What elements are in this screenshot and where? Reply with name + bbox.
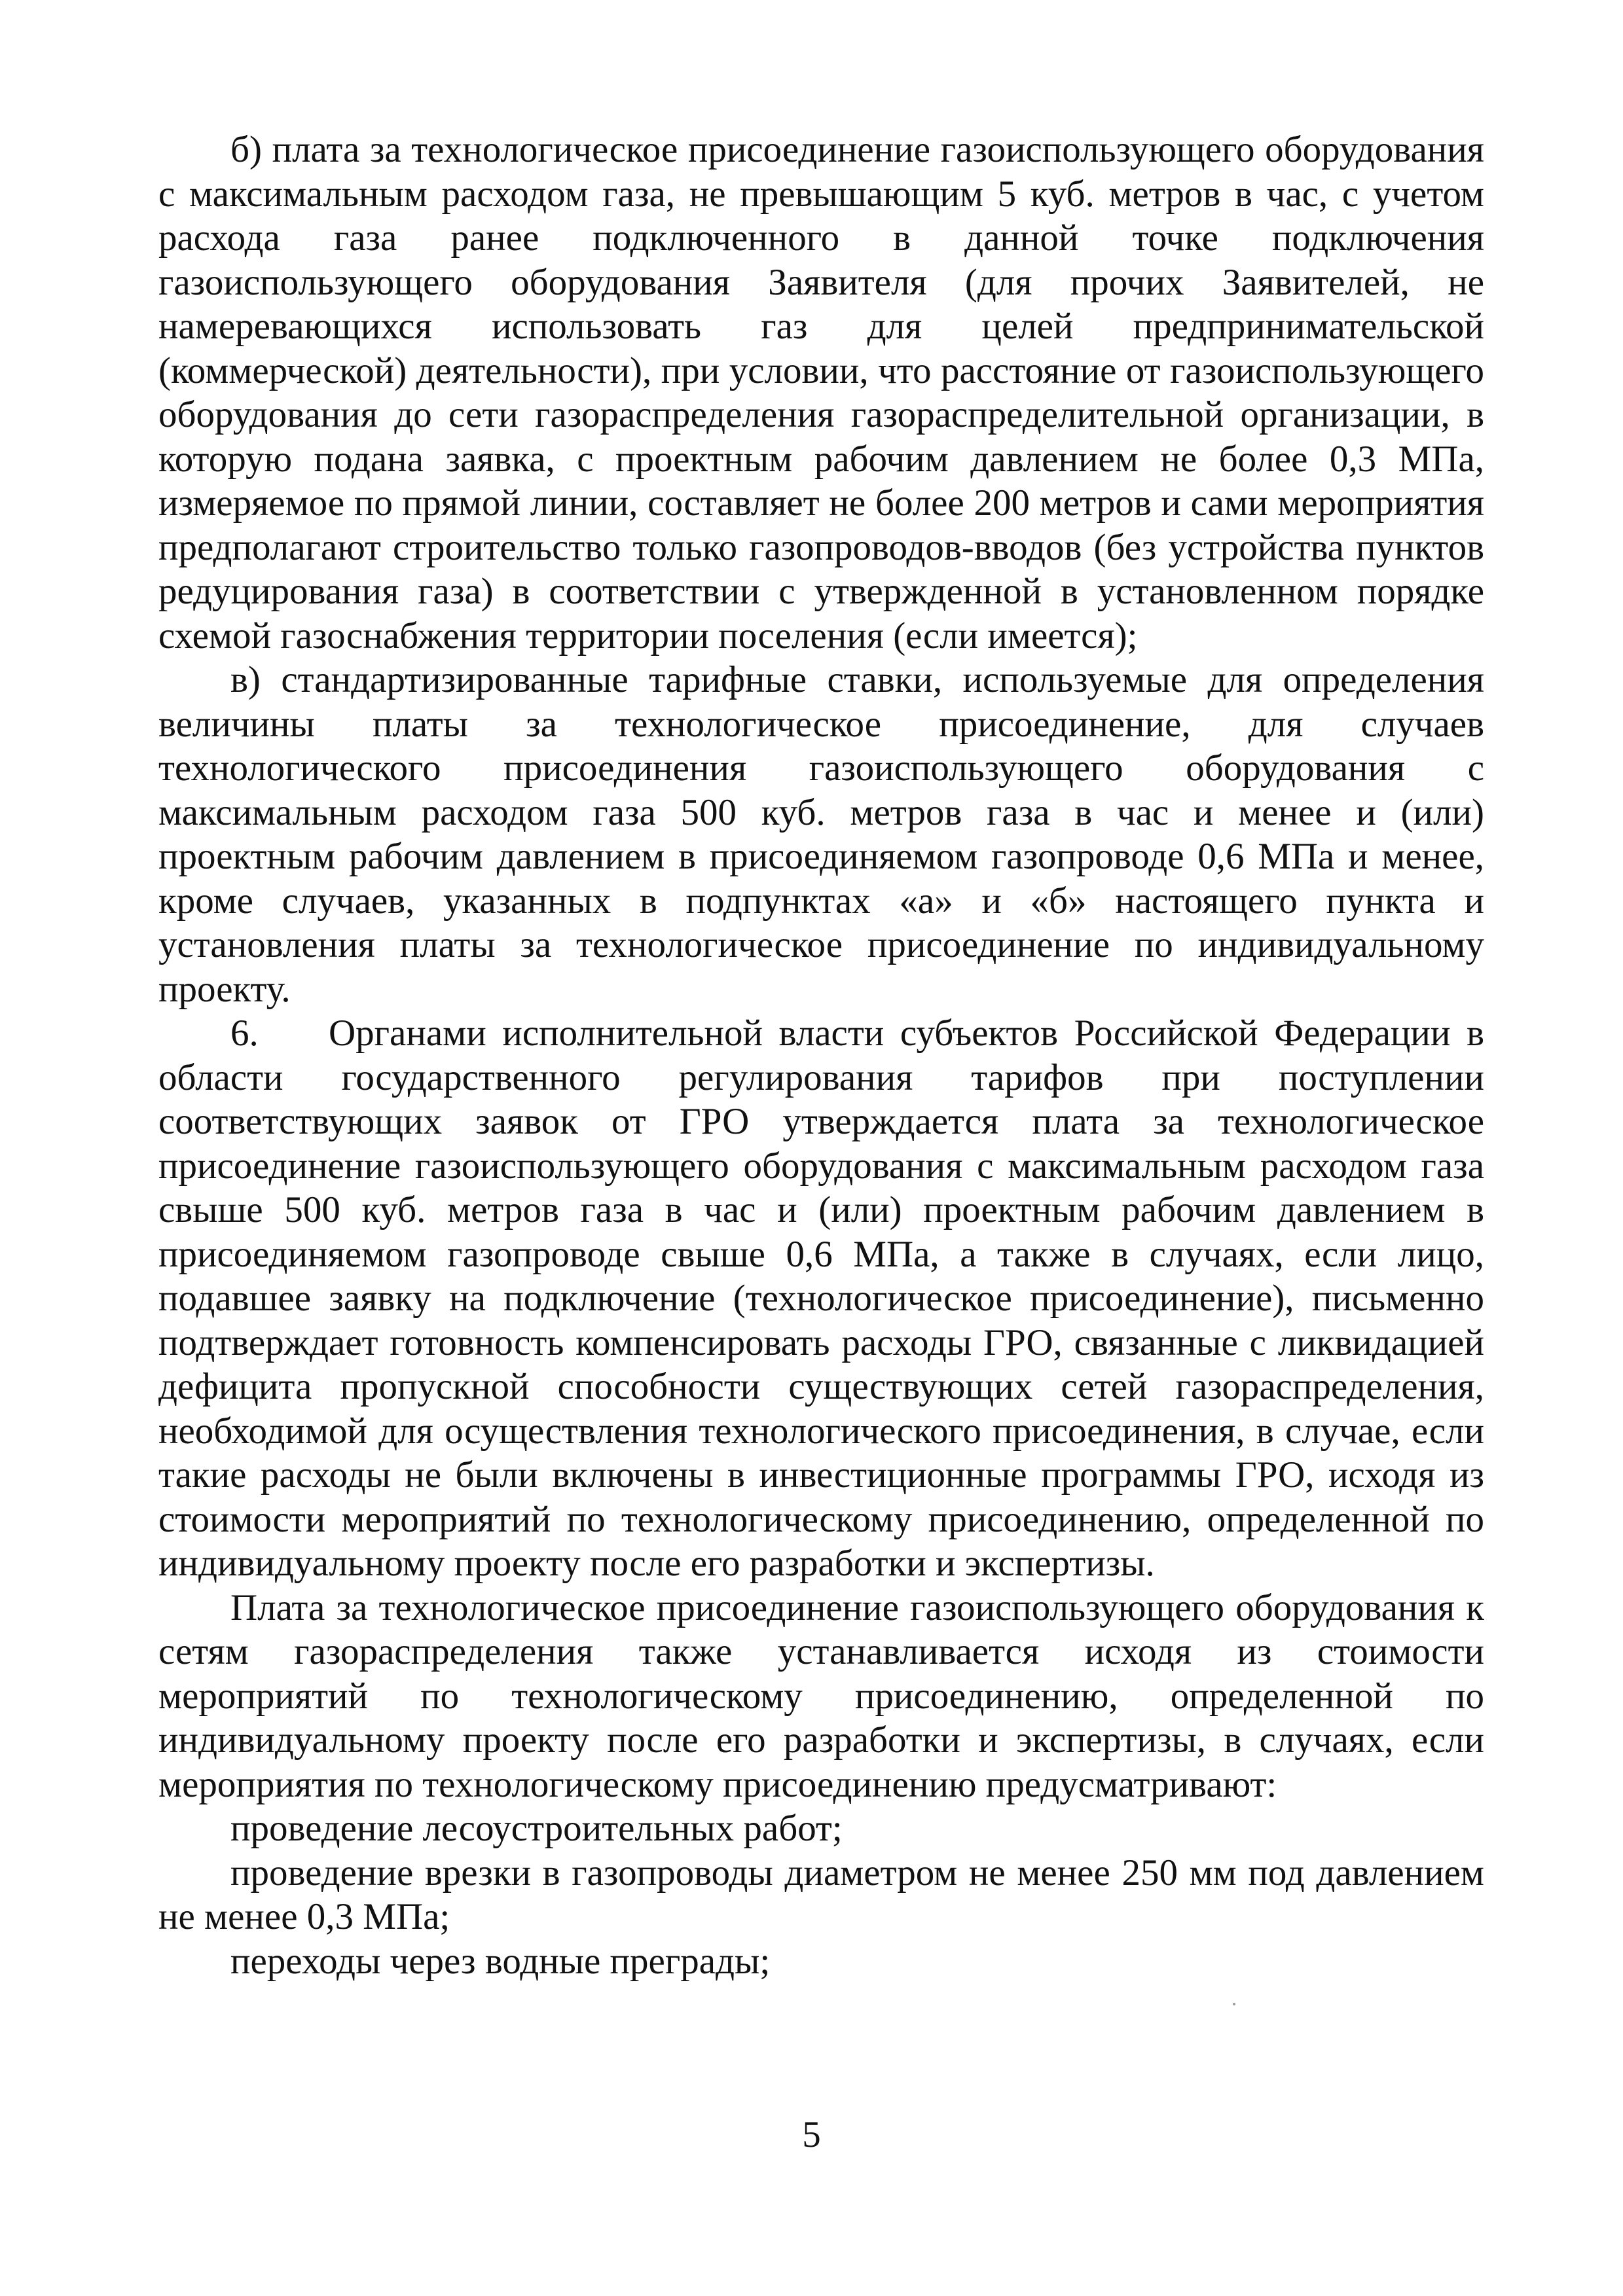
paragraph-item-b: б) плата за технологическое присоединение газоиспользующего оборудования с максимальным расходом газа, не превышающим 5 куб. метров в час, с учетом расхода газа ранее подключенного в данной точке подключения газоиспользующего оборудования Заявителя (для прочих Заявителей, не намеревающихся использовать газ для целей предпринимательской (коммерческой) деятельности), при условии, что расстояние от газоиспользующего оборудования до сети газораспределения газораспределительной организации, в которую подана заявка, с проектным рабочим давлением не более 0,3 МПа, измеряемое по прямой линии, составляет не более 200 метров и сами мероприятия предполагают строительство только газопроводов-вводов (без устройства пунктов редуцирования газа) в соответствии с утвержденной в установленном порядке схемой газоснабжения территории поселения (если имеется); (158, 129, 1484, 656)
list-item-pipeline-tapping: проведение врезки в газопроводы диаметром не менее 250 мм под давлением не менее 0,3 МПа; (158, 1852, 1484, 1937)
document-body (158, 128, 1484, 1983)
item-6-text: Органами исполнительной власти субъектов Российской Федерации в области государственного регулирования тарифов при поступлении соответствующих заявок от ГРО утверждается плата за технологическое присоединение газоиспользующего оборудования с максимальным расходом газа свыше 500 куб. метров газа в час и (или) проектным рабочим давлением в присоединяемом газопроводе свыше 0,6 МПа, а также в случаях, если лицо, подавшее заявку на подключение (технологическое присоединение), письменно подтверждает готовность компенсировать расходы ГРО, связанные с ликвидацией дефицита пропускной способности существующих сетей газораспределения, необходимой для осуществления технологического присоединения, в случае, если такие расходы не были включены в инвестиционные программы ГРО, исходя из стоимости мероприятий по технологическому присоединению, определенной по индивидуальному проекту после его разработки и экспертизы. (158, 1013, 1484, 1584)
page-number: 5 (802, 2114, 821, 2155)
paragraph-fee-intro: Плата за технологическое присоединение газоиспользующего оборудования к сетям газораспределения также устанавливается исходя из стоимости мероприятий по технологическому присоединению, определенной по индивидуальному проекту после его разработки и экспертизы, в случаях, если мероприятия по технологическому присоединению предусматривают: (158, 1587, 1484, 1805)
item-6-number: 6. (230, 1013, 259, 1054)
list-item-forest-works: проведение лесоустроительных работ; (230, 1808, 843, 1849)
paragraph-item-6 (158, 1011, 1484, 1586)
paragraph-item-v: в) стандартизированные тарифные ставки, используемые для определения величины платы за технологическое присоединение, для случаев технологического присоединения газоиспользующего оборудования с максимальным расходом газа 500 куб. метров газа в час и менее и (или) проектным рабочим давлением в присоединяемом газопроводе 0,6 МПа и менее, кроме случаев, указанных в подпунктах «а» и «б» настоящего пункта и установления платы за технологическое присоединение по индивидуальному проекту. (158, 659, 1484, 1010)
scan-speck (1233, 2003, 1235, 2005)
list-item-water-crossings: переходы через водные преграды; (230, 1940, 771, 1982)
